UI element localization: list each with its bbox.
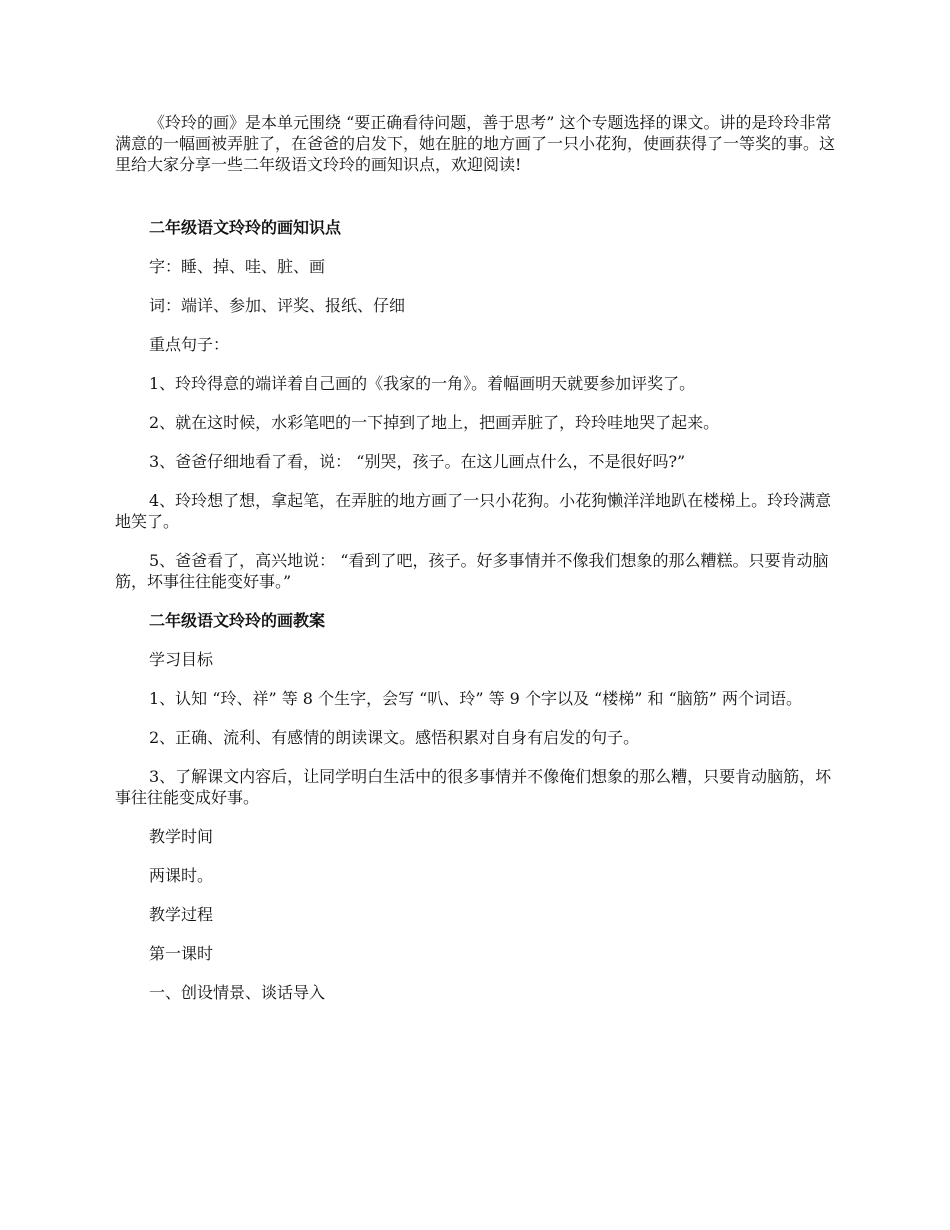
characters-line: 字：睡、掉、哇、脏、画 xyxy=(149,257,326,276)
step-one-label: 一、创设情景、谈话导入 xyxy=(149,983,326,1002)
key-sentence: 1、玲玲得意的端详着自己画的《我家的一角》。着幅画明天就要参加评奖了。 xyxy=(149,374,696,393)
key-sentences-label: 重点句子： xyxy=(149,335,230,354)
words-line: 词：端详、参加、评奖、报纸、仔细 xyxy=(149,296,406,315)
teaching-time-value: 两课时。 xyxy=(149,866,214,885)
learning-goal: 1、认知 “玲、祥” 等 8 个生字，会写 “叭、玲” 等 9 个字以及 “楼梯” 和 “脑筋” 两个词语。 xyxy=(149,689,803,708)
key-sentence: 5、爸爸看了，高兴地说： “看到了吧，孩子。好多事情并不像我们想象的那么糟糕。只要肯动脑筋，坏事往往能变好事。” xyxy=(115,551,829,591)
intro-paragraph: 《玲玲的画》是本单元围绕 “要正确看待问题，善于思考” 这个专题选择的课文。讲的是玲玲非常满意的一幅画被弄脏了，在爸爸的启发下，她在脏的地方画了一只小花狗，使画获得了一等奖的事。这里给大家分享一些二年级语文玲玲的画知识点，欢迎阅读! xyxy=(115,113,836,174)
learning-goals-label: 学习目标 xyxy=(149,650,214,669)
document-page xyxy=(115,112,835,1003)
learning-goal: 2、正确、流利、有感情的朗读课文。感悟积累对自身有启发的句子。 xyxy=(149,728,640,747)
section-heading-knowledge: 二年级语文玲玲的画知识点 xyxy=(149,218,342,237)
key-sentence: 2、就在这时候，水彩笔吧的一下掉到了地上，把画弄脏了，玲玲哇地哭了起来。 xyxy=(149,413,720,432)
teaching-time-label: 教学时间 xyxy=(149,827,214,846)
section-heading-lesson-plan: 二年级语文玲玲的画教案 xyxy=(149,611,326,630)
key-sentence: 4、玲玲想了想，拿起笔，在弄脏的地方画了一只小花狗。小花狗懒洋洋地趴在楼梯上。玲玲满意地笑了。 xyxy=(115,491,832,531)
teaching-process-label: 教学过程 xyxy=(149,905,214,924)
key-sentence: 3、爸爸仔细地看了看，说： “别哭，孩子。在这儿画点什么，不是很好吗?” xyxy=(149,452,686,471)
lesson-one-label: 第一课时 xyxy=(149,944,214,963)
learning-goal: 3、了解课文内容后，让同学明白生活中的很多事情并不像俺们想象的那么糟，只要肯动脑筋，坏事往往能变成好事。 xyxy=(115,767,832,807)
